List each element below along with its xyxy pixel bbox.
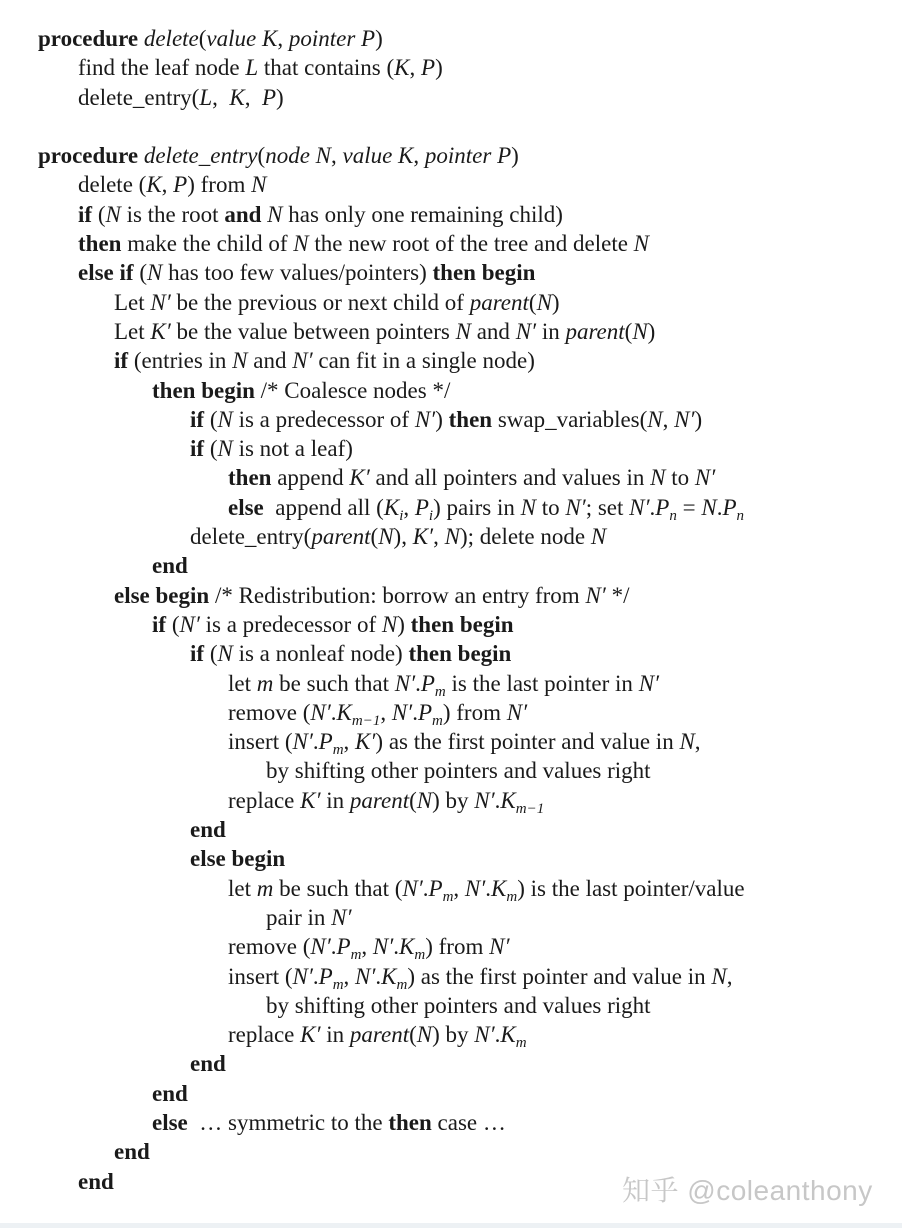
code-segment: /* Redistribution: borrow an entry from	[214, 582, 586, 608]
code-segment: and	[470, 318, 516, 344]
code-segment: )	[694, 406, 703, 432]
code-segment: )	[375, 26, 383, 51]
code-segment: N′	[292, 963, 313, 989]
code-segment: m	[350, 947, 362, 964]
code-segment: (	[198, 26, 207, 51]
code-segment: has too few values/pointers)	[162, 260, 433, 286]
code-segment: N	[633, 231, 650, 257]
code-line	[0, 1137, 902, 1166]
code-segment: to	[535, 494, 566, 520]
code-segment: .	[716, 494, 723, 520]
code-segment: m	[434, 683, 446, 700]
code-segment: parent	[349, 1022, 410, 1048]
code-line	[0, 874, 902, 903]
code-segment: P	[318, 963, 333, 989]
code-segment: is a nonleaf node)	[232, 641, 409, 667]
code-segment: delete (	[78, 172, 147, 198]
code-segment: K′	[349, 465, 370, 491]
code-segment: N′	[331, 904, 352, 930]
code-segment: then	[388, 1109, 432, 1135]
code-segment: N′	[565, 494, 586, 520]
code-segment: )	[647, 318, 656, 344]
code-segment: N′	[179, 611, 200, 637]
code-line	[0, 1108, 902, 1137]
code-segment: N	[701, 494, 717, 520]
code-segment: is a predecessor of	[199, 611, 382, 637]
code-segment: i	[399, 507, 404, 524]
code-segment: insert (	[228, 729, 293, 755]
code-segment: N	[217, 436, 233, 462]
code-segment: m	[515, 1035, 527, 1052]
code-segment: ,	[331, 143, 343, 169]
code-line	[0, 698, 902, 727]
code-segment: N	[679, 729, 695, 755]
code-segment: ) as the first pointer and value in	[407, 963, 712, 989]
code-segment: K	[500, 1022, 516, 1048]
code-line	[0, 405, 902, 434]
code-segment: N′	[310, 699, 331, 725]
code-segment: (	[209, 436, 218, 462]
code-line	[0, 639, 902, 668]
code-segment: (	[257, 143, 266, 169]
code-segment: .	[415, 670, 421, 696]
code-line	[0, 141, 902, 170]
code-segment: in	[320, 1022, 350, 1048]
code-segment: m	[256, 875, 274, 901]
code-segment: K′	[150, 318, 171, 344]
code-segment: .	[649, 494, 656, 520]
code-segment: to	[665, 465, 695, 491]
code-segment: N	[711, 963, 727, 989]
code-segment: N′	[402, 875, 423, 901]
code-segment: N	[232, 348, 248, 374]
code-segment: m	[256, 670, 274, 696]
code-segment: parent	[349, 787, 410, 813]
code-line	[0, 786, 902, 815]
code-segment: in	[536, 318, 566, 344]
code-line	[0, 551, 902, 580]
code-segment: N	[416, 787, 433, 813]
code-segment: P	[173, 172, 188, 198]
code-segment: make the child of	[127, 231, 294, 257]
code-segment: N	[650, 465, 666, 491]
code-segment: m	[442, 888, 454, 905]
code-segment: K	[399, 934, 415, 960]
code-line	[0, 258, 902, 287]
code-line	[0, 815, 902, 844]
code-segment: N	[293, 231, 309, 257]
code-segment: N′	[506, 699, 528, 725]
code-segment: N	[267, 201, 283, 227]
code-segment: (	[139, 260, 147, 286]
code-line	[0, 1079, 902, 1108]
code-segment: ,	[694, 729, 701, 755]
bottom-edge-strip	[0, 1223, 902, 1228]
code-segment: if	[190, 641, 210, 667]
code-segment: ) from	[425, 934, 490, 960]
code-segment: end	[190, 1051, 226, 1077]
code-segment: N′	[474, 1022, 495, 1048]
code-segment: N	[105, 201, 121, 227]
code-segment: N′	[585, 582, 606, 608]
code-segment: N	[378, 524, 394, 550]
code-segment: m	[332, 742, 344, 759]
code-segment: and	[247, 348, 293, 374]
code-segment: Let	[114, 318, 151, 344]
code-segment: .	[412, 699, 418, 725]
code-segment: append all (	[269, 494, 384, 520]
code-segment: ) by	[432, 787, 475, 813]
code-segment: .	[393, 934, 400, 960]
code-segment: K	[491, 875, 507, 901]
code-line	[0, 903, 902, 932]
code-segment: P	[318, 729, 333, 755]
code-segment: is a predecessor of	[232, 406, 415, 432]
pseudocode	[0, 24, 902, 1196]
code-segment: )	[276, 84, 284, 110]
code-segment: node N	[265, 143, 331, 169]
code-segment: /* Coalesce nodes */	[260, 377, 451, 403]
code-line	[0, 522, 902, 551]
code-segment: .	[422, 875, 429, 901]
code-segment: )	[511, 143, 519, 169]
code-segment: K	[500, 787, 516, 813]
code-segment: can fit in a single node)	[312, 348, 535, 374]
code-segment: else begin	[114, 582, 215, 608]
code-segment: if	[114, 348, 134, 374]
code-line	[0, 844, 902, 873]
code-segment: ) from	[187, 172, 252, 198]
code-segment: N′	[414, 406, 436, 432]
code-segment: ,	[726, 963, 733, 989]
code-segment: (	[409, 787, 417, 813]
code-segment: N′	[694, 465, 716, 491]
code-segment: )	[551, 289, 560, 315]
code-segment: is not a leaf)	[232, 436, 353, 462]
code-segment: ,	[413, 143, 425, 169]
code-line	[0, 493, 902, 522]
code-segment: N′	[391, 699, 413, 725]
code-segment: .	[330, 934, 337, 960]
code-segment: )	[397, 611, 411, 637]
code-segment: N	[520, 494, 536, 520]
code-segment: .	[330, 699, 337, 725]
code-segment: m	[332, 976, 344, 993]
code-segment: P	[428, 875, 443, 901]
code-segment: N′	[515, 318, 537, 344]
code-segment: else	[152, 1109, 194, 1135]
code-line	[0, 288, 902, 317]
code-segment: replace	[228, 1022, 301, 1048]
code-line	[0, 669, 902, 698]
code-segment: N′	[310, 934, 331, 960]
code-segment: m	[506, 888, 518, 905]
code-segment: P	[261, 84, 277, 110]
code-segment: ); delete node	[459, 524, 591, 550]
code-segment: .	[494, 787, 501, 813]
code-segment: N	[632, 318, 648, 344]
code-line	[0, 170, 902, 199]
code-segment: ,	[343, 963, 356, 989]
code-segment: ,	[403, 494, 415, 520]
code-segment: value K	[206, 26, 278, 51]
code-line	[0, 756, 902, 785]
code-segment: is the root	[120, 201, 225, 227]
code-segment: be the previous or next child of	[170, 289, 470, 315]
code-segment: then	[228, 465, 278, 491]
code-segment: ,	[212, 84, 230, 110]
code-segment: end	[152, 1080, 188, 1106]
code-line	[0, 962, 902, 991]
code-segment: let	[228, 670, 257, 696]
code-segment: ) pairs in	[433, 494, 521, 520]
code-segment: ) from	[442, 699, 507, 725]
code-segment: N′	[292, 729, 313, 755]
code-segment: delete_entry(	[78, 84, 200, 110]
code-segment: )	[435, 406, 449, 432]
code-segment: P	[336, 934, 351, 960]
code-line	[0, 24, 902, 53]
code-segment: (	[97, 201, 106, 227]
code-segment: replace	[228, 787, 301, 813]
code-segment: N′	[394, 670, 416, 696]
code-segment: N′	[372, 934, 394, 960]
code-segment: then begin	[410, 611, 514, 637]
code-line	[0, 317, 902, 346]
code-segment: … symmetric to the	[193, 1109, 389, 1135]
code-segment: K	[381, 963, 397, 989]
code-segment: N′	[674, 406, 695, 432]
code-segment: K	[336, 699, 352, 725]
code-segment: pointer P	[288, 26, 376, 51]
code-segment: then begin	[408, 641, 512, 667]
code-segment: and	[224, 201, 262, 227]
code-segment: if	[190, 406, 210, 432]
code-segment: (	[370, 524, 379, 550]
code-segment: ,	[244, 84, 262, 110]
code-segment: end	[78, 1168, 114, 1194]
code-segment: K′	[300, 787, 321, 813]
code-segment: N	[217, 641, 233, 667]
code-segment: N	[251, 172, 267, 198]
code-segment: then begin	[432, 260, 536, 286]
code-segment: m−1	[351, 712, 381, 729]
code-segment: N	[381, 611, 398, 637]
code-segment: else begin	[190, 846, 286, 872]
code-segment: end	[114, 1139, 150, 1165]
code-line	[0, 1020, 902, 1052]
code-segment: parent	[469, 289, 529, 315]
code-segment: delete	[143, 26, 199, 51]
code-segment: N	[444, 524, 460, 550]
code-segment: delete_entry	[143, 143, 258, 169]
code-segment: N′	[638, 670, 660, 696]
code-segment: find the leaf node	[78, 55, 246, 81]
code-segment: and all pointers and values in	[369, 465, 651, 491]
code-segment: if	[152, 611, 172, 637]
code-line	[0, 83, 902, 112]
code-segment: P	[722, 494, 737, 520]
code-segment: delete_entry(	[190, 524, 312, 550]
code-segment: K′	[355, 729, 376, 755]
code-segment: the new root of the tree and delete	[308, 231, 634, 257]
code-segment: if	[78, 201, 98, 227]
code-segment: (	[528, 289, 537, 315]
code-segment: (	[171, 611, 180, 637]
code-segment: append	[277, 465, 350, 491]
code-segment: K	[229, 84, 245, 110]
code-line	[0, 434, 902, 463]
code-segment: ,	[361, 934, 373, 960]
code-segment: remove (	[228, 699, 311, 725]
code-segment: by shifting other pointers and values right	[266, 992, 651, 1018]
code-segment: ) by	[432, 1022, 475, 1048]
code-segment: N	[455, 318, 471, 344]
code-segment: (entries in	[133, 348, 233, 374]
code-line	[0, 346, 902, 375]
code-blank-line	[0, 112, 902, 141]
code-segment: be the value between pointers	[170, 318, 456, 344]
code-segment: N′	[292, 348, 313, 374]
code-segment: then	[78, 231, 128, 257]
code-segment: (	[624, 318, 633, 344]
code-segment: that contains (	[258, 55, 395, 81]
code-segment: m−1	[515, 800, 545, 817]
code-segment: ,	[161, 172, 174, 198]
code-segment: N	[536, 289, 552, 315]
code-segment: .	[312, 963, 319, 989]
code-segment: K′	[300, 1022, 321, 1048]
code-line	[0, 991, 902, 1020]
code-segment: ,	[433, 524, 445, 550]
code-segment: L	[199, 84, 213, 110]
code-segment: then	[448, 406, 498, 432]
code-segment: N′	[489, 934, 510, 960]
code-segment: N	[647, 406, 663, 432]
code-line	[0, 200, 902, 229]
code-segment: then begin	[152, 377, 261, 403]
code-segment: ,	[409, 55, 422, 81]
code-segment: ,	[453, 875, 465, 901]
code-segment: value K	[342, 143, 414, 169]
code-segment: ,	[277, 26, 289, 51]
code-line	[0, 581, 902, 610]
code-segment: ) as the first pointer and value in	[375, 729, 680, 755]
code-segment: N′	[464, 875, 486, 901]
code-segment: N	[146, 260, 163, 286]
code-segment: pointer P	[424, 143, 512, 169]
code-segment: K	[146, 172, 162, 198]
code-segment: N	[416, 1022, 433, 1048]
code-segment: be such that	[273, 670, 395, 696]
code-segment: N′	[150, 289, 171, 315]
code-segment: P	[414, 494, 429, 520]
code-segment: */	[605, 582, 630, 608]
zhihu-watermark: 知乎 @coleanthony	[622, 1175, 873, 1206]
code-segment: K	[383, 494, 400, 520]
code-segment: n	[736, 507, 744, 524]
code-segment: else	[228, 494, 270, 520]
code-segment: m	[396, 976, 408, 993]
code-segment: is the last pointer in	[445, 670, 639, 696]
code-segment: L	[245, 55, 259, 81]
code-segment: ,	[662, 406, 675, 432]
code-segment: parent	[565, 318, 625, 344]
code-segment: P	[655, 494, 670, 520]
code-line	[0, 53, 902, 82]
code-segment: end	[152, 553, 188, 579]
code-line	[0, 229, 902, 258]
code-segment: has only one remaining child)	[282, 201, 563, 227]
code-segment: .	[375, 963, 382, 989]
code-segment: ),	[393, 524, 413, 550]
code-segment: procedure	[38, 26, 144, 51]
code-segment: .	[494, 1022, 501, 1048]
code-segment: ; set	[585, 494, 630, 520]
code-segment: end	[190, 817, 226, 843]
code-segment: remove (	[228, 934, 311, 960]
code-segment: K′	[412, 524, 434, 550]
code-segment: n	[669, 507, 677, 524]
code-segment: parent	[311, 524, 371, 550]
code-segment: by shifting other pointers and values right	[266, 758, 651, 784]
code-segment: else if	[78, 260, 140, 286]
code-segment: ,	[380, 699, 392, 725]
code-segment: )	[435, 55, 443, 81]
code-line	[0, 610, 902, 639]
code-segment: m	[432, 712, 443, 729]
code-segment: in	[320, 787, 350, 813]
code-line	[0, 463, 902, 492]
code-segment: P	[417, 699, 433, 725]
code-segment: (	[209, 641, 218, 667]
code-segment: .	[312, 729, 319, 755]
code-segment: m	[414, 947, 426, 964]
code-segment: K	[394, 55, 410, 81]
code-segment: (	[209, 406, 218, 432]
code-segment: pair in	[266, 904, 332, 930]
code-segment: P	[421, 55, 436, 81]
code-segment: N′	[629, 494, 650, 520]
code-segment: if	[190, 436, 210, 462]
code-segment: i	[428, 507, 434, 524]
code-segment: swap_variables(	[497, 406, 648, 432]
code-segment: .	[485, 875, 492, 901]
code-segment: procedure	[38, 143, 144, 169]
code-segment: case …	[431, 1109, 506, 1135]
code-segment: ) is the last pointer/value	[517, 875, 745, 901]
code-segment: let	[228, 875, 257, 901]
code-line	[0, 376, 902, 405]
code-segment: N	[217, 406, 233, 432]
code-segment: P	[420, 670, 435, 696]
code-segment: insert (	[228, 963, 293, 989]
code-segment: N′	[355, 963, 376, 989]
code-segment: ,	[343, 729, 356, 755]
code-line	[0, 932, 902, 964]
code-segment: be such that (	[273, 875, 403, 901]
code-segment: N	[590, 524, 607, 550]
code-line	[0, 1049, 902, 1078]
code-line	[0, 727, 902, 759]
code-segment: =	[676, 494, 702, 520]
code-segment: N′	[474, 787, 495, 813]
code-segment: (	[409, 1022, 417, 1048]
code-segment: Let	[114, 289, 151, 315]
